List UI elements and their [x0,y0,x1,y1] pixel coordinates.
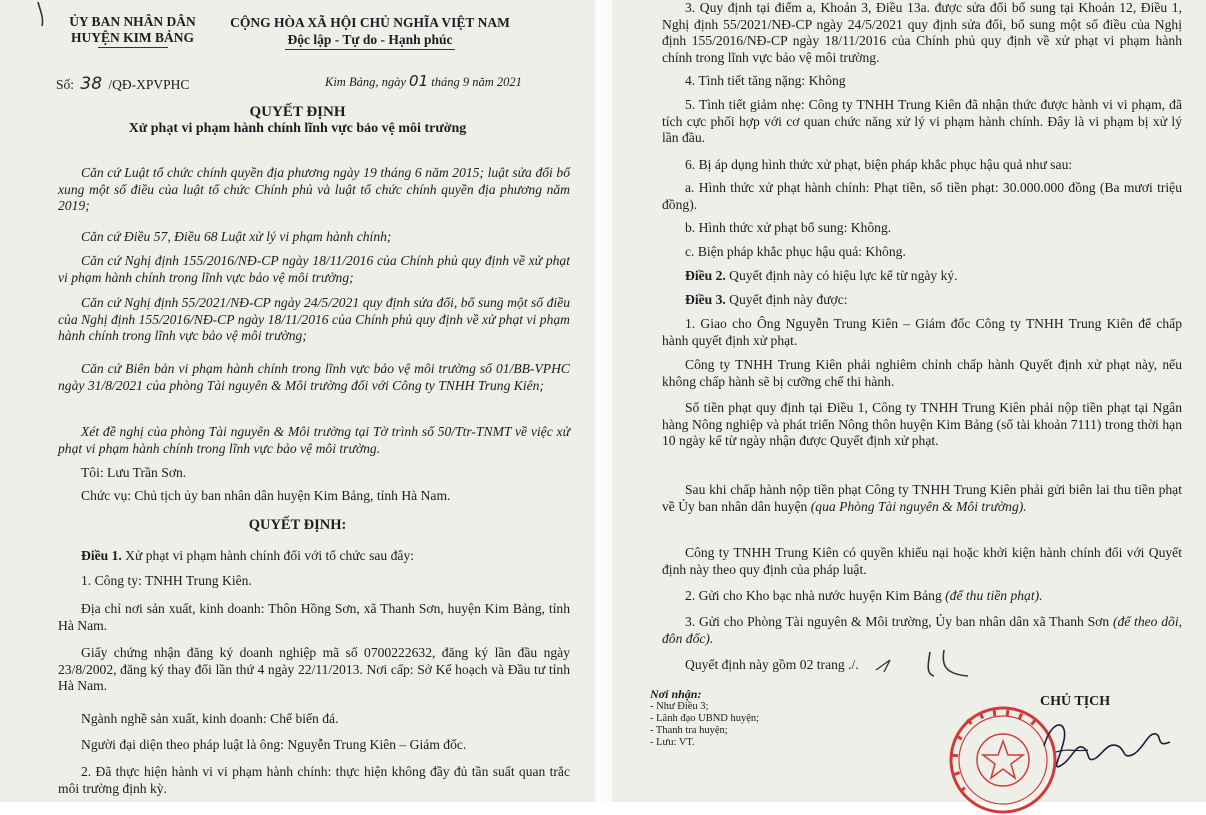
decision-page-1 [0,0,595,802]
receipt-clause: Sau khi chấp hành nộp tiền phạt Công ty TNHH Trung Kiên phải gửi biên lai thu tiền phạt về Ủy ban nhân dân huyện (qua Phòng Tài nguyên & Môi trường). [662,482,1182,514]
authority-line-2: HUYỆN KIM BẢNG [70,30,194,45]
legal-basis-3: Căn cứ Nghị định 155/2016/NĐ-CP ngày 18/11/2016 của Chính phủ quy định về xử phạt vi phạm hành chính trong lĩnh vực bảo vệ môi trường; [58,253,570,285]
additional-penalty: b. Hình thức xử phạt bổ sung: Không. [685,220,892,235]
appeal-clause: Công ty TNHH Trung Kiên có quyền khiếu nại hoặc khởi kiện hành chính đối với Quyết định này theo quy định của pháp luật. [662,545,1182,577]
penalty-heading: 6. Bị áp dụng hình thức xử phạt, biện pháp khắc phục hậu quả như sau: [685,157,1073,172]
business-registration: Giấy chứng nhận đăng ký doanh nghiệp mã số 0700222632, đăng ký lần đầu ngày 23/8/2002, đăng ký thay đổi lần thứ 4 ngày 22/11/2013. Nơi cấp: Sở Kế hoạch và Đầu tư tỉnh Hà Nam. [58,645,570,693]
business-sector: Ngành nghề sản xuất, kinh doanh: Chế biến đá. [81,711,339,726]
recipient-item: - Lãnh đạo UBND huyện; [650,713,760,724]
decision-number: Số: 38 /QĐ-XPVPHC [56,74,190,94]
department-recipient: 3. Gửi cho Phòng Tài nguyên & Môi trường, Ủy ban nhân dân xã Thanh Sơn (để theo dõi, đôn đốc). [662,614,1183,646]
nation-name: CỘNG HÒA XÃ HỘI CHỦ NGHĨA VIỆT NAM [230,15,510,30]
legal-basis-6: Xét đề nghị của phòng Tài nguyên & Môi trường tại Tờ trình số 50/Ttr-TNMT về việc xử phạt vi phạm hành chính trong lĩnh vực bảo vệ môi trường. [58,424,570,456]
article-2: Điều 2. Quyết định này có hiệu lực kể từ ngày ký. [685,268,958,283]
decision-heading: QUYẾT ĐỊNH: [248,517,347,533]
signer-name: Tôi: Lưu Trần Sơn. [81,465,187,480]
issuing-authority [50,14,215,48]
legal-basis-4: Căn cứ Nghị định 55/2021/NĐ-CP ngày 24/5/2021 quy định sửa đổi, bổ sung một số điều của Nghị định 155/2016/NĐ-CP ngày 18/11/2016 của Chính phủ quy định về xử phạt vi phạm hành chính trong lĩnh vực bảo vệ môi trường; [58,295,570,343]
legal-basis-5: Căn cứ Biên bản vi phạm hành chính trong lĩnh vực bảo vệ môi trường số 01/BB-VPHC ngày 31/8/2021 của phòng Tài nguyên & Môi trường đối với Công ty TNHH Trung Kiên; [58,361,570,393]
treasury-recipient: 2. Gửi cho Kho bạc nhà nước huyện Kim Bảng (để thu tiền phạt). [685,588,1043,603]
remedial-measures: c. Biện pháp khắc phục hậu quả: Không. [685,244,906,259]
national-motto [225,14,515,50]
handwritten-day: 01 [409,72,429,90]
document-title: QUYẾT ĐỊNH [249,104,346,120]
compliance-clause: Công ty TNHH Trung Kiên phải nghiêm chỉnh chấp hành Quyết định xử phạt này, nếu không chấp hành sẽ bị cưỡng chế thi hành. [662,357,1182,389]
legal-basis-1: Căn cứ Luật tổ chức chính quyền địa phương ngày 19 tháng 6 năm 2015; luật sửa đổi bổ xung một số điều của luật tổ chức Chính phủ và luật tổ chức chính quyền địa phương năm 2019; [58,165,570,213]
recipients-list [650,688,759,749]
article-3: Điều 3. Quyết định này được: [685,292,848,307]
aggravating-factors: 4. Tình tiết tăng nặng: Không [685,73,846,88]
company-address: Địa chỉ nơi sản xuất, kinh doanh: Thôn Hồng Sơn, xã Thanh Sơn, huyện Kim Bảng, tỉnh Hà Nam. [58,601,570,633]
legal-provision: 3. Quy định tại điểm a, Khoản 3, Điều 13a. được sửa đổi bổ sung tại Khoản 12, Điều 1, Nghị định 55/2021/NĐ-CP ngày 24/5/2021 quy định sửa đổi, bổ sung một số điều của Nghị định 155/2016/NĐ-CP ngày 18/11/2016 của Chính phủ quy định về xử phạt vi phạm hành chính trong lĩnh vực bảo vệ môi trường. [662,0,1182,65]
recipient-item: - Lưu: VT. [650,737,695,748]
violation-description: 2. Đã thực hiện hành vi vi phạm hành chính: thực hiện không đầy đủ tần suất quan trắc môi trường định kỳ. [58,764,570,796]
recipient-item: - Thanh tra huyện; [650,725,728,736]
handwritten-initials-icon [872,646,972,682]
article-1: Điều 1. Xử phạt vi phạm hành chính đối với tổ chức sau đây: [81,548,415,563]
mitigating-factors: 5. Tình tiết giảm nhẹ: Công ty TNHH Trung Kiên đã nhận thức được hành vi vi phạm, đã tích cực phối hợp với cơ quan chức năng xử lý vi phạm hành chính. Đây là vi phạm bị xử lý lần đầu. [662,97,1182,145]
decision-date: Kim Bảng, ngày 01 tháng 9 năm 2021 [325,72,522,90]
company-name: 1. Công ty: TNHH Trung Kiên. [81,573,252,588]
legal-basis-2: Căn cứ Điều 57, Điều 68 Luật xử lý vi phạm hành chính; [81,229,392,244]
page-count: Quyết định này gồm 02 trang ./. [685,657,859,672]
legal-representative: Người đại diện theo pháp luật là ông: Nguyễn Trung Kiên – Giám đốc. [81,737,467,752]
recipient-item: - Như Điều 3; [650,701,709,712]
handwritten-number: 38 [80,74,103,94]
assignment-clause: 1. Giao cho Ông Nguyễn Trung Kiên – Giám đốc Công ty TNHH Trung Kiên để chấp hành quyết định xử phạt. [662,316,1182,348]
fine-amount: a. Hình thức xử phạt hành chính: Phạt tiền, số tiền phạt: 30.000.000 đồng (Ba mươi triệu đồng). [662,180,1182,212]
authority-line-1: ỦY BAN NHÂN DÂN [69,14,196,29]
page-gutter [595,0,612,802]
recipients-heading: Nơi nhận: [650,687,702,701]
signer-position: Chức vụ: Chủ tịch ủy ban nhân dân huyện Kim Bảng, tỉnh Hà Nam. [81,488,451,503]
payment-clause: Số tiền phạt quy định tại Điều 1, Công ty TNHH Trung Kiên phải nộp tiền phạt tại Ngân hàng Nông nghiệp và phát triển Nông thôn huyện Kim Bảng (số tài khoản 7111) trong thời hạn 10 ngày kể từ ngày nhận được Quyết định xử phạt. [662,400,1182,448]
motto: Độc lập - Tự do - Hạnh phúc [287,32,453,47]
signature-icon [1038,712,1178,782]
document-subtitle: Xử phạt vi phạm hành chính lĩnh vực bảo vệ môi trường [128,121,467,136]
signer-title: CHỦ TỊCH [1040,694,1111,709]
